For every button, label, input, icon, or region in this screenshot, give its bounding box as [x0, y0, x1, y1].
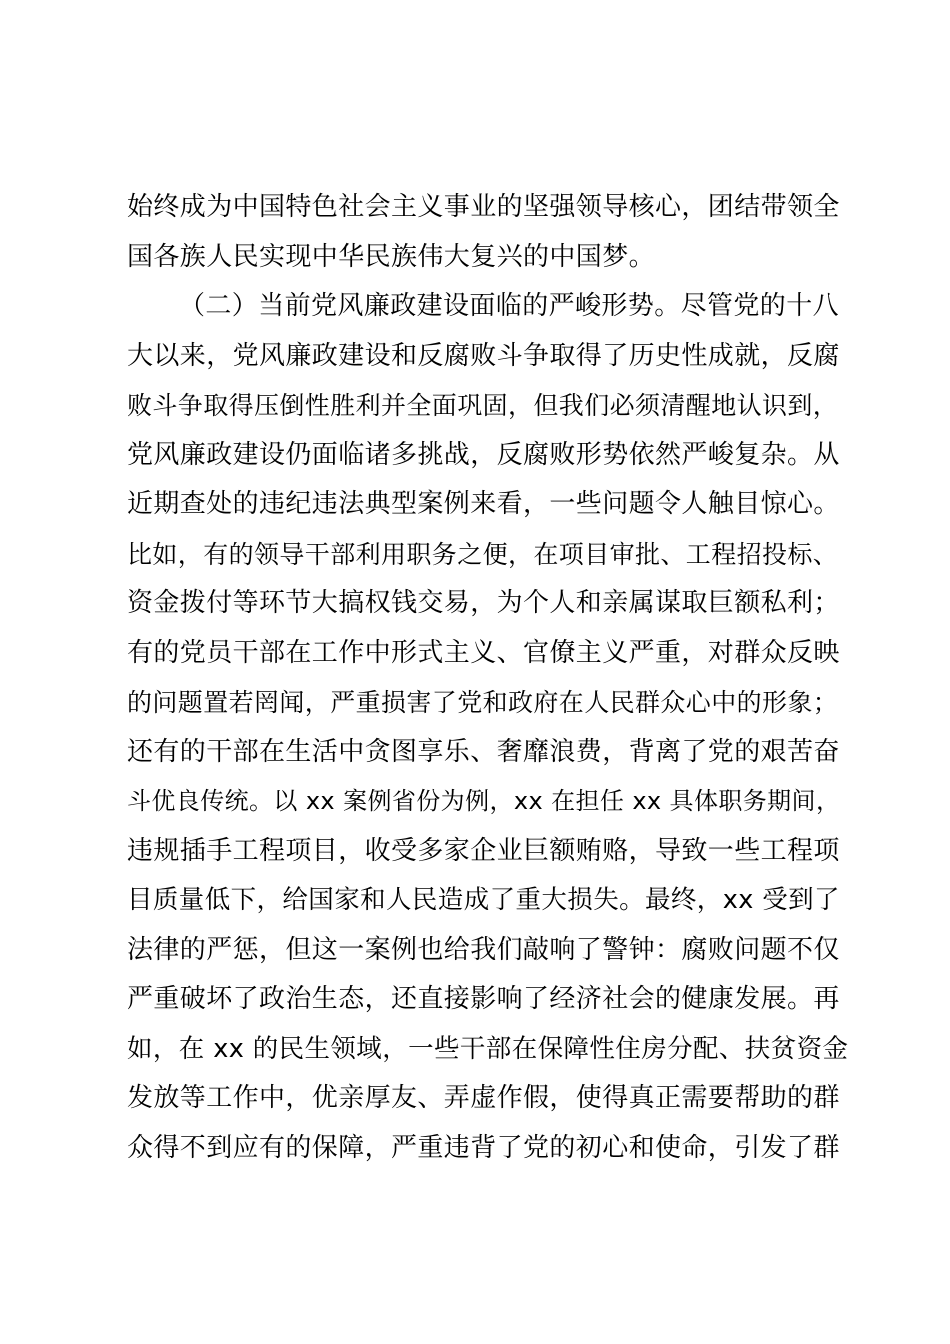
- text-line: 党风廉政建设仍面临诸多挑战，反腐败形势依然严峻复杂。从: [127, 439, 840, 470]
- text-line: 斗优良传统。以 xx 案例省份为例，xx 在担任 xx 具体职务期间，: [127, 787, 841, 815]
- text-line: 的问题置若罔闻，严重损害了党和政府在人民群众心中的形象；: [127, 688, 839, 717]
- text-line: 发放等工作中，优亲厚友、弄虚作假，使得真正需要帮助的群: [127, 1083, 840, 1113]
- text-line: 有的党员干部在工作中形式主义、官僚主义严重，对群众反映: [127, 637, 840, 668]
- text-line: 违规插手工程项目，收受多家企业巨额贿赂，导致一些工程项: [127, 835, 840, 866]
- text-line: 法律的严惩，但这一案例也给我们敲响了警钟：腐败问题不仅: [127, 934, 840, 965]
- text-line: 还有的干部在生活中贪图享乐、奢靡浪费，背离了党的艰苦奋: [127, 736, 840, 767]
- text-line: 目质量低下，给国家和人民造成了重大损失。最终，xx 受到了: [127, 885, 840, 915]
- text-line: 败斗争取得压倒性胜利并全面巩固，但我们必须清醒地认识到，: [127, 391, 839, 420]
- section-heading-line: （二）当前党风廉政建设面临的严峻形势。尽管党的十八: [179, 291, 840, 321]
- text-line: 如，在 xx 的民生领域，一些干部在保障性住房分配、扶贫资金: [127, 1033, 849, 1064]
- text-line: 近期查处的违纪违法典型案例来看，一些问题令人触目惊心。: [127, 489, 840, 519]
- text-line: 严重破坏了政治生态，还直接影响了经济社会的健康发展。再: [127, 984, 840, 1014]
- text-line: 众得不到应有的保障，严重违背了党的初心和使命，引发了群: [127, 1132, 840, 1163]
- text-line: 国各族人民实现中华民族伟大复兴的中国梦。: [127, 241, 656, 272]
- text-line: 始终成为中国特色社会主义事业的坚强领导核心，团结带领全: [127, 192, 840, 222]
- text-line: 比如，有的领导干部利用职务之便，在项目审批、工程招投标、: [127, 539, 839, 569]
- text-line: 资金拨付等环节大搞权钱交易，为个人和亲属谋取巨额私利；: [127, 588, 840, 618]
- body-text: [127, 183, 847, 1173]
- text-line: 大以来，党风廉政建设和反腐败斗争取得了历史性成就，反腐: [127, 340, 840, 371]
